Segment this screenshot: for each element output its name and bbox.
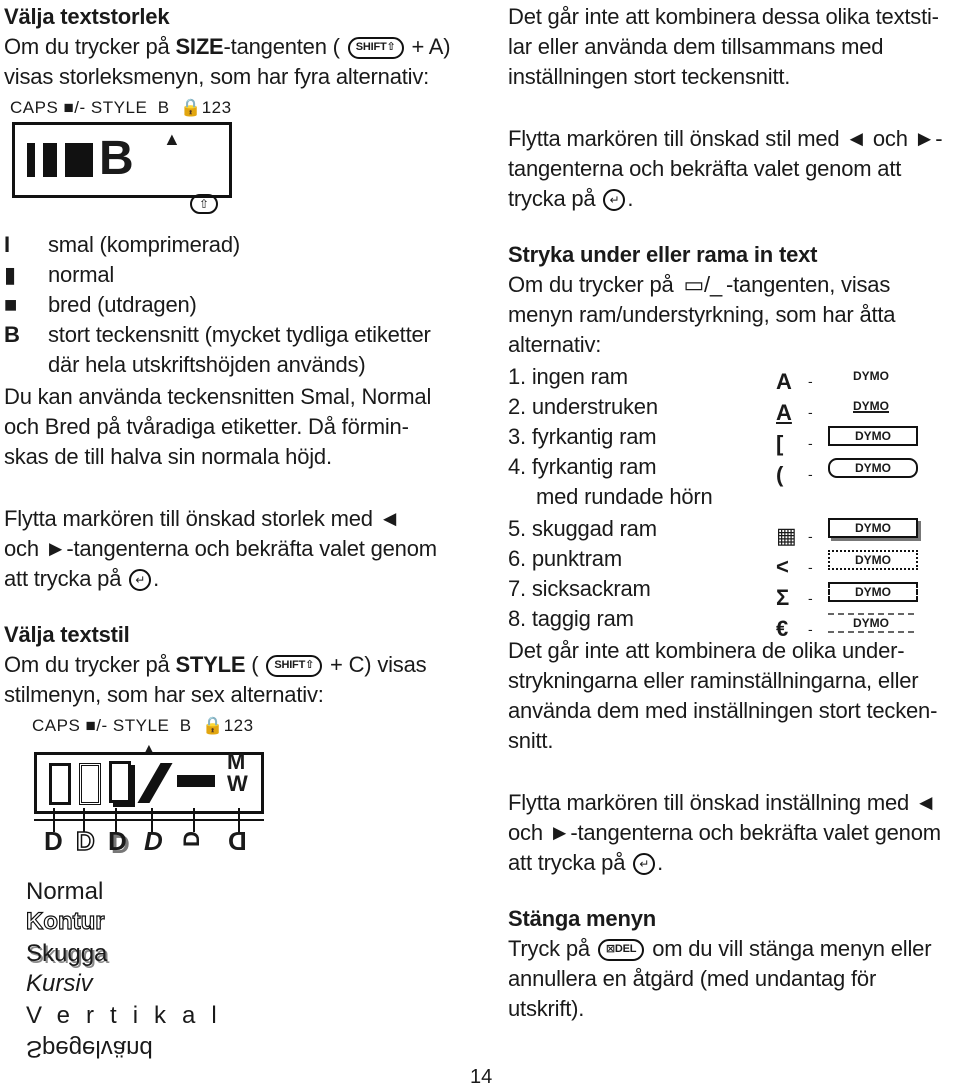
outline-style-icon: [79, 763, 101, 805]
narrow-glyph-icon: [27, 143, 35, 177]
frame-option-6: 6. punktram: [508, 546, 622, 571]
frame-heading: Stryka under eller rama in text: [508, 242, 818, 267]
size-heading: Välja textstorlek: [4, 4, 170, 29]
size-intro-line1: Om du trycker på SIZE-tangenten ( SHIFT⇧ + A): [4, 34, 451, 59]
size-note-line1: Du kan använda teckensnitten Smal, Normal: [4, 384, 432, 409]
return-key-icon: ↵: [129, 569, 151, 591]
size-intro-line2: visas storleksmenyn, som har fyra alternativ:: [4, 64, 430, 89]
right-intro-line3: inställningen stort teckensnitt.: [508, 64, 791, 89]
style-letter-row: [44, 826, 274, 856]
frame-sample-shadow: DYMO: [828, 518, 918, 538]
size-option-normal: normal: [48, 262, 115, 287]
style-lcd-indicators: CAPS ■/- STYLE B 🔒123: [32, 716, 254, 735]
shadow-style-icon: [109, 761, 131, 803]
frame-note-line3: använda dem med inställningen stort tecken-: [508, 698, 938, 723]
size-note-line3: skas de till halva sin normala höjd.: [4, 444, 332, 469]
size-symbol-wide: ■: [4, 292, 18, 317]
shift-key-icon: SHIFT⇧: [266, 655, 322, 677]
close-line1: Tryck på ⊠DEL om du vill stänga menyn eller: [508, 936, 932, 961]
frame-option-5: 5. skuggad ram: [508, 516, 657, 541]
letter-shadow: D: [108, 826, 127, 856]
wide-glyph-icon: [65, 143, 93, 177]
size-move-line1: Flytta markören till önskad storlek med ◄: [4, 506, 401, 531]
frame-option-2: 2. understruken: [508, 394, 658, 419]
frame-move-line3: att trycka på ↵ .: [508, 850, 664, 875]
big-font-glyph: B: [99, 132, 134, 185]
sample-italic: Kursiv: [26, 970, 93, 997]
size-option-big-cont: där hela utskriftshöjden används): [48, 352, 366, 377]
size-note-line2: och Bred på tvåradiga etiketter. Då förmin-: [4, 414, 409, 439]
frame-icon-shadow: ▦: [776, 523, 797, 548]
right-intro-line2: lar eller använda dem tillsammans med: [508, 34, 884, 59]
size-lcd-indicators: CAPS ■/- STYLE B 🔒123: [10, 98, 232, 117]
frame-sample-underline: DYMO: [853, 399, 889, 413]
style-heading: Välja textstil: [4, 622, 130, 647]
return-key-icon: ↵: [633, 853, 655, 875]
sample-mirror: Spegelvänd: [26, 1035, 153, 1062]
frame-option-1: 1. ingen ram: [508, 364, 628, 389]
frame-intro-line2: menyn ram/understyrkning, som har åtta: [508, 302, 896, 327]
right-intro-line1: Det går inte att kombinera dessa olika textsti-: [508, 4, 939, 29]
frame-lcd-icons: [776, 366, 797, 644]
frame-sample-zigzag: DYMO: [828, 582, 918, 602]
style-move-line2: tangenterna och bekräfta valet genom att: [508, 156, 902, 181]
style-intro-line1: Om du trycker på STYLE ( SHIFT⇧ + C) visas: [4, 652, 427, 677]
frame-intro-line1: Om du trycker på ▭/_ -tangenten, visas: [508, 272, 891, 297]
frame-sample-none: DYMO: [853, 369, 889, 383]
shift-key-icon: SHIFT⇧: [348, 37, 404, 59]
shift-indicator-icon: ⇧: [190, 194, 218, 214]
letter-mirror: D: [228, 826, 247, 856]
frame-note-line1: Det går inte att kombinera de olika under-: [508, 638, 905, 663]
cursor-arrow-icon: ▲: [163, 129, 181, 149]
frame-note-line2: strykningarna eller raminställningarna, eller: [508, 668, 919, 693]
style-cursor-arrow-icon: ▲: [142, 740, 156, 756]
frame-icon-none: A: [776, 369, 792, 394]
frame-note-line4: snitt.: [508, 728, 554, 753]
frame-dashes: - - - - - - - -: [808, 373, 813, 637]
frame-option-4-cont: med rundade hörn: [536, 484, 713, 509]
frame-key-icon: ▭/_: [683, 272, 722, 297]
frame-option-8: 8. taggig ram: [508, 606, 634, 631]
size-symbol-normal: ▮: [4, 262, 16, 287]
size-move-line3: att trycka på ↵ .: [4, 566, 160, 591]
size-option-big: stort teckensnitt (mycket tydliga etiketter: [48, 322, 431, 347]
return-key-icon: ↵: [603, 189, 625, 211]
frame-icon-rounded: (: [776, 462, 784, 487]
size-lcd-display: [12, 122, 232, 198]
frame-icon-jagged: €: [776, 616, 789, 641]
normal-glyph-icon: [43, 143, 57, 177]
size-move-line2: och ►-tangenterna och bekräfta valet genom: [4, 536, 437, 561]
style-move-line3: trycka på ↵ .: [508, 186, 634, 211]
sample-vertical: Vertikal: [26, 1002, 233, 1029]
sample-shadow: Skugga: [26, 940, 108, 967]
size-option-wide: bred (utdragen): [48, 292, 197, 317]
frame-sample-rounded: DYMO: [828, 458, 918, 478]
close-heading: Stänga menyn: [508, 906, 656, 931]
sample-normal: Normal: [26, 878, 104, 905]
mirror-style-icon: M W: [227, 749, 248, 796]
size-symbol-big: B: [4, 322, 20, 347]
frame-move-line2: och ►-tangenterna och bekräfta valet genom: [508, 820, 941, 845]
frame-icon-underline: A: [776, 400, 792, 425]
size-symbol-narrow: I: [4, 232, 10, 257]
style-move-line1: Flytta markören till önskad stil med ◄ och ►-: [508, 126, 943, 151]
size-option-narrow: smal (komprimerad): [48, 232, 240, 257]
frame-icon-zigzag: Σ: [776, 585, 790, 610]
close-line3: utskrift).: [508, 996, 585, 1021]
frame-icon-square: [: [776, 431, 784, 456]
close-line2: annullera en åtgärd (med undantag för: [508, 966, 877, 991]
frame-sample-jagged: DYMO: [828, 613, 914, 633]
normal-style-icon: [49, 763, 71, 805]
frame-move-line1: Flytta markören till önskad inställning med ◄: [508, 790, 937, 815]
style-lcd-display: [34, 749, 264, 814]
letter-normal: D: [44, 826, 63, 856]
frame-sample-square: DYMO: [828, 426, 918, 446]
letter-vertical: D: [178, 831, 204, 847]
frame-icon-dotted: <: [776, 554, 789, 579]
italic-style-icon: [137, 763, 172, 803]
frame-option-3: 3. fyrkantig ram: [508, 424, 657, 449]
frame-intro-line3: alternativ:: [508, 332, 602, 357]
frame-option-4: 4. fyrkantig ram: [508, 454, 657, 479]
sample-outline: Kontur: [26, 908, 105, 935]
frame-sample-dotted: DYMO: [828, 550, 918, 570]
delete-key-icon: ⊠DEL: [598, 939, 644, 961]
style-intro-line2: stilmenyn, som har sex alternativ:: [4, 682, 324, 707]
page-number: 14: [470, 1066, 493, 1088]
letter-outline: D: [76, 826, 95, 856]
vertical-style-icon: [177, 775, 215, 787]
letter-italic: D: [144, 826, 163, 856]
frame-option-7: 7. sicksackram: [508, 576, 651, 601]
